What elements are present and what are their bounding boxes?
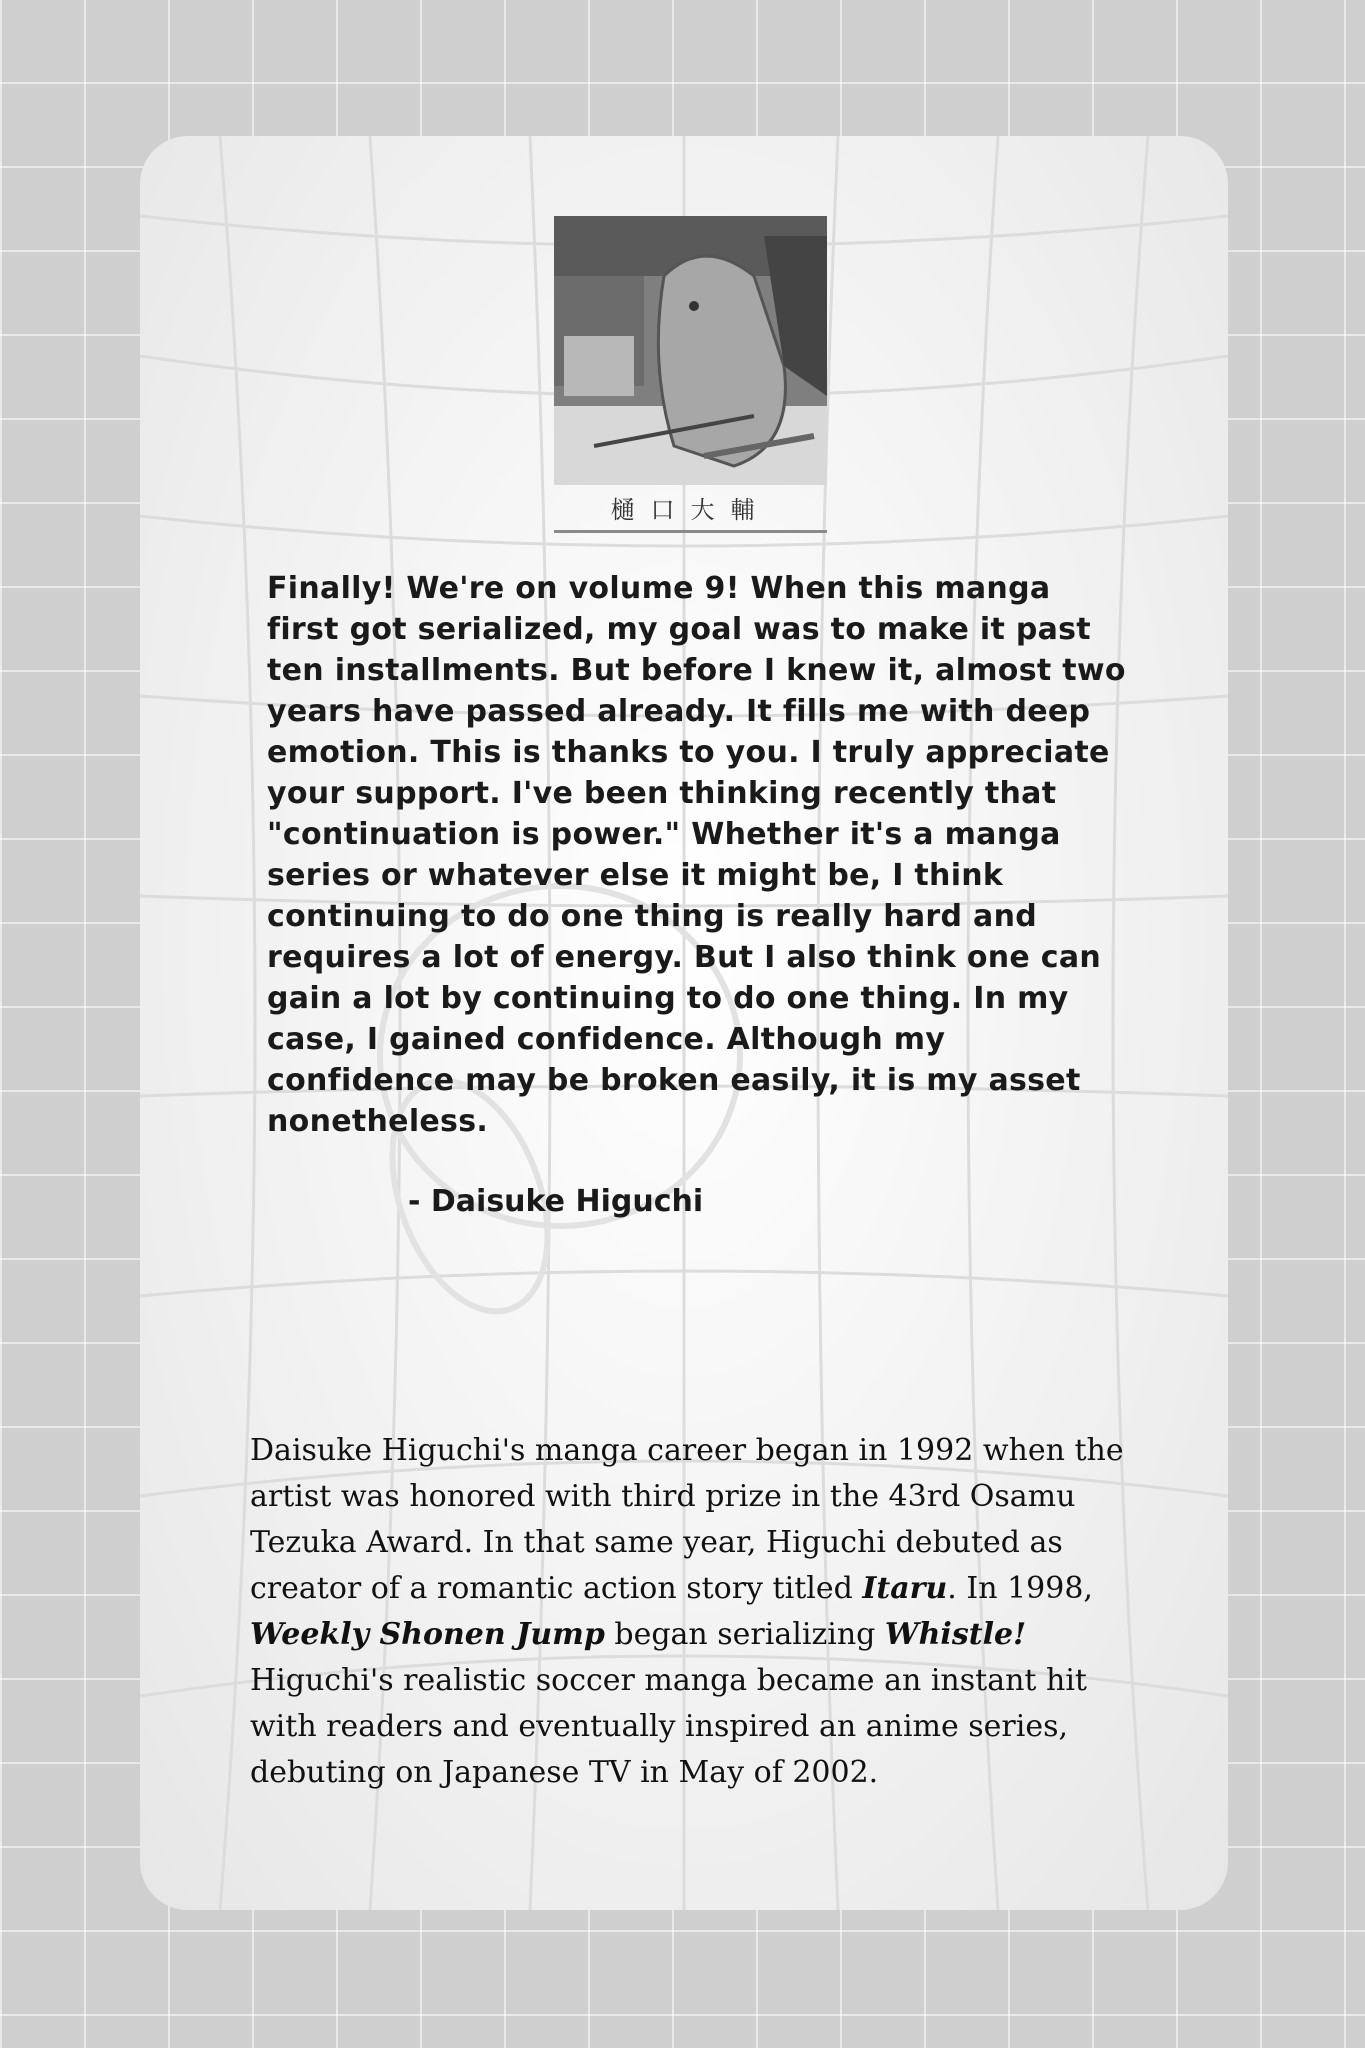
author-bio bbox=[250, 1428, 1130, 1796]
bio-text-3: began serializing bbox=[604, 1617, 885, 1652]
author-photo bbox=[554, 216, 827, 485]
bio-text-1: Daisuke Higuchi's manga career began in 1992 when the artist was honored with third prize in the 43rd Osamu Tezuka Award. In that same year, Higuchi debuted as creator of a romantic action story titled bbox=[250, 1433, 1124, 1606]
author-photo-image bbox=[554, 216, 827, 485]
bio-title-whistle: Whistle! bbox=[884, 1617, 1027, 1652]
photo-caption: 樋口大輔 bbox=[554, 490, 827, 533]
content-card bbox=[140, 136, 1228, 1910]
author-signature: - Daisuke Higuchi bbox=[408, 1184, 704, 1219]
bio-title-itaru: Itaru bbox=[862, 1571, 948, 1606]
bio-text-2: . In 1998, bbox=[947, 1571, 1093, 1606]
author-message: Finally! We're on volume 9! When this manga first got serialized, my goal was to make it past ten installments. But before I knew it, almost two years have passed already. It fills me with deep emotion. This is thanks to you. I truly appreciate your support. I've been thinking recently that "continuation is power." Whether it's a manga series or whatever else it might be, I think continuing to do one thing is really hard and requires a lot of energy. But I also think one can gain a lot by continuing to do one thing. In my case, I gained confidence. Although my confidence may be broken easily, it is my asset nonetheless. bbox=[267, 571, 1126, 1139]
bio-text-4: Higuchi's realistic soccer manga became an instant hit with readers and eventually inspired an anime series, debuting on Japanese TV in May of 2002. bbox=[250, 1663, 1087, 1790]
bio-title-weekly-shonen-jump: Weekly Shonen Jump bbox=[250, 1617, 605, 1652]
